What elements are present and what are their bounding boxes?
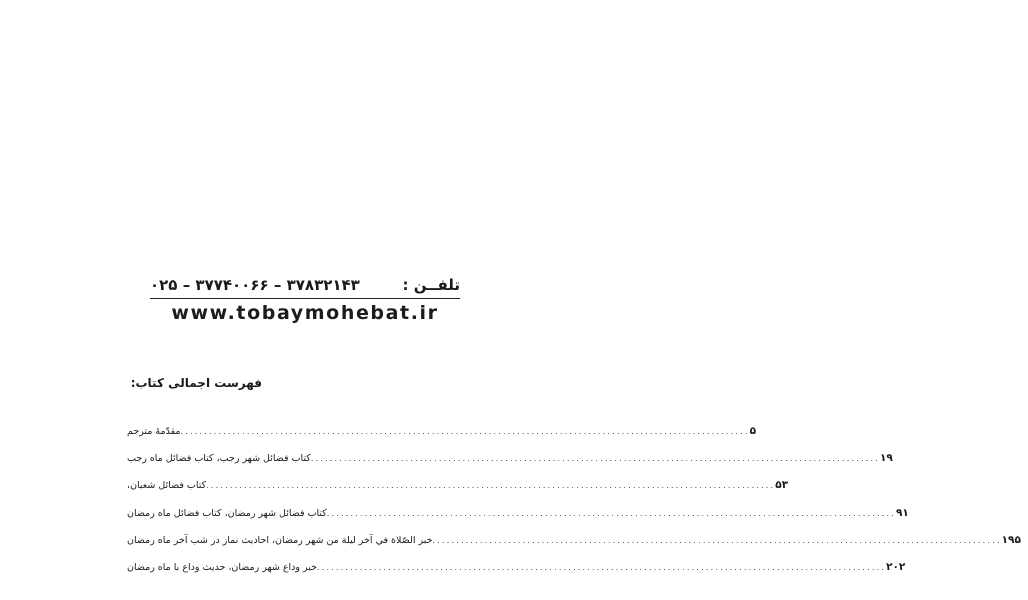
toc-dot-leader: ........................................................................................................................ xyxy=(316,562,887,572)
toc-entry-page: ۵ xyxy=(749,425,757,437)
toc-entry-title: کتاب فضائل شهر رجب، کتاب فضائل ماه رجب xyxy=(127,453,311,465)
toc-entry xyxy=(124,479,789,506)
toc-entry-title: مقدّمهٔ مترجم xyxy=(127,426,181,437)
toc-entry-page: ۱۹ xyxy=(879,452,893,465)
toc-dot-leader: ........................................................................................................................ xyxy=(326,508,896,518)
phone-label: تلفــن : xyxy=(402,276,460,294)
toc-entry-title: خبر وداع شهر رمضان، حدیث وداع با ماه رمضان xyxy=(127,561,317,573)
contact-block xyxy=(150,276,460,324)
toc-list xyxy=(124,425,1021,588)
phone-line xyxy=(150,276,460,299)
toc-entry-title: کتاب فضائل شعبان، xyxy=(127,480,207,492)
toc-entry-page: ۱۹۵ xyxy=(1001,533,1021,546)
website-url: www.tobaymohebat.ir xyxy=(171,302,439,324)
phone-numbers: ۰۲۵ – ۳۷۷۴۰۰۶۶ – ۳۷۸۳۲۱۴۳ xyxy=(150,276,360,294)
toc-entry xyxy=(124,533,1021,561)
toc-entry xyxy=(124,506,909,534)
toc-dot-leader: ........................................................................................................................ xyxy=(432,535,1002,545)
toc-entry-page: ۵۳ xyxy=(775,479,789,492)
toc-entry xyxy=(124,452,893,479)
toc-entry-title: کتاب فضائل شهر رمضان، کتاب فضائل ماه رمضان xyxy=(127,507,327,519)
toc-dot-leader: ........................................................................................................................ xyxy=(310,454,880,464)
toc-entry-page: ۲۰۲ xyxy=(886,560,906,573)
toc-dot-leader: ........................................................................................................................ xyxy=(180,427,750,436)
toc-entry-page: ۹۱ xyxy=(895,506,909,519)
toc-heading: فهرست اجمالی کتاب: xyxy=(130,376,262,390)
toc-entry xyxy=(124,560,906,588)
toc-entry xyxy=(124,425,757,452)
toc-dot-leader: ........................................................................................................................ xyxy=(206,481,776,491)
toc-entry-title: خبر الصّلاة في آخر ليلة من شهر رمضان، احادیث نماز در شب آخر ماه رمضان xyxy=(127,534,433,546)
